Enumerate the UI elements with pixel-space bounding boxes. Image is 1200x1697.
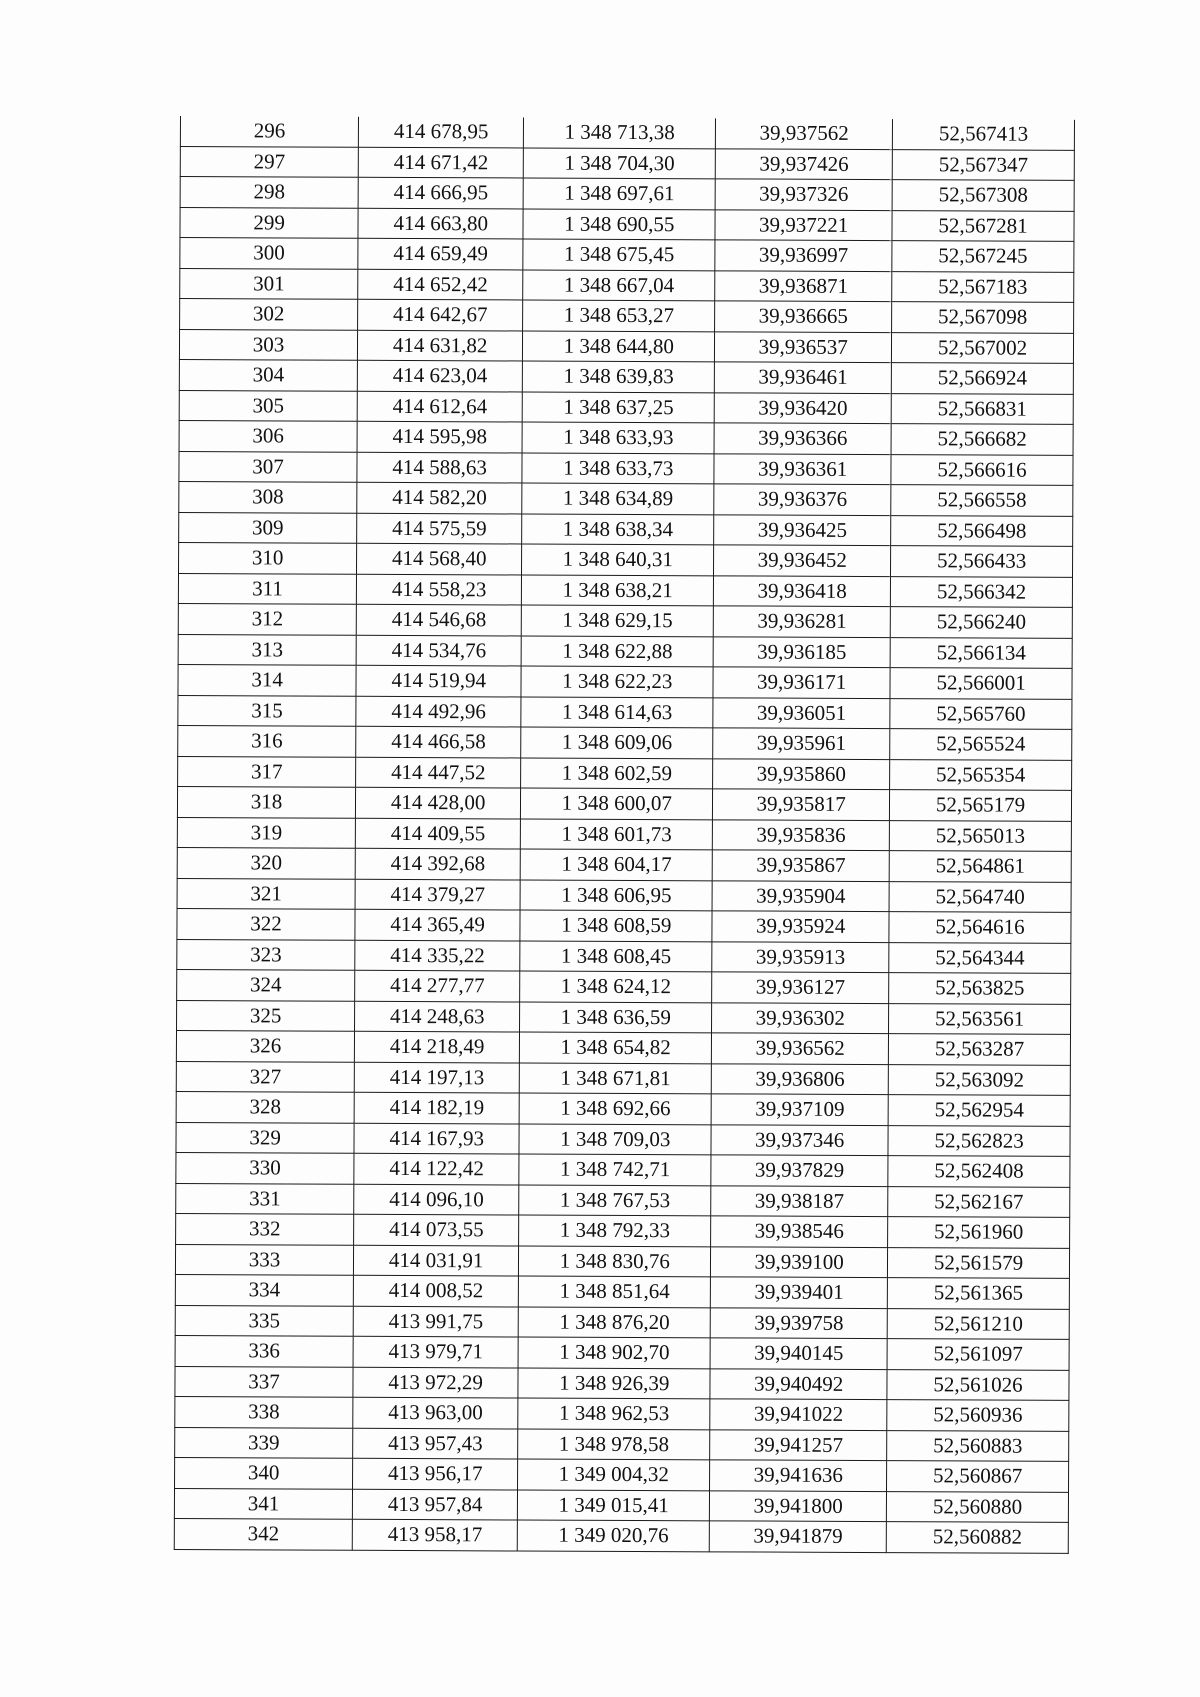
cell-x-coordinate: 414 197,13 [354, 1062, 519, 1093]
cell-y-coordinate: 1 348 600,07 [521, 788, 713, 819]
cell-x-coordinate: 414 182,19 [354, 1092, 519, 1123]
cell-x-coordinate: 413 979,71 [353, 1336, 518, 1367]
cell-x-coordinate: 414 248,63 [355, 1001, 520, 1032]
cell-point-number: 318 [177, 786, 355, 817]
cell-point-number: 342 [174, 1518, 352, 1549]
table-row [176, 1091, 1070, 1125]
cell-point-number: 315 [178, 695, 356, 726]
cell-longitude: 39,935836 [713, 819, 890, 850]
table-row [180, 146, 1074, 180]
cell-latitude: 52,560883 [887, 1430, 1069, 1461]
cell-longitude: 39,937221 [715, 209, 892, 240]
table-row [179, 390, 1073, 424]
cell-point-number: 299 [180, 207, 358, 238]
table-row [176, 1122, 1070, 1156]
cell-latitude: 52,567002 [892, 332, 1074, 363]
cell-y-coordinate: 1 348 978,58 [518, 1428, 710, 1459]
cell-y-coordinate: 1 348 644,80 [523, 330, 715, 361]
cell-latitude: 52,567347 [892, 149, 1074, 180]
cell-longitude: 39,939100 [711, 1246, 888, 1277]
cell-y-coordinate: 1 349 004,32 [518, 1459, 710, 1490]
table-row [177, 939, 1071, 973]
cell-latitude: 52,567308 [892, 180, 1074, 211]
cell-latitude: 52,562954 [888, 1095, 1070, 1126]
table-row [176, 1183, 1070, 1217]
cell-longitude: 39,939758 [710, 1307, 887, 1338]
cell-longitude: 39,936461 [715, 362, 892, 393]
cell-x-coordinate: 414 678,95 [359, 117, 524, 148]
cell-y-coordinate: 1 348 609,06 [521, 727, 713, 758]
table-row [178, 634, 1072, 668]
cell-y-coordinate: 1 349 015,41 [518, 1489, 710, 1520]
cell-y-coordinate: 1 348 767,53 [519, 1184, 711, 1215]
table-row [178, 664, 1072, 698]
cell-y-coordinate: 1 348 697,61 [523, 178, 715, 209]
cell-x-coordinate: 414 575,59 [357, 513, 522, 544]
cell-longitude: 39,941636 [710, 1460, 887, 1491]
table-row [179, 329, 1073, 363]
cell-y-coordinate: 1 348 675,45 [523, 239, 715, 270]
table-row [180, 268, 1074, 302]
table-row [180, 177, 1074, 211]
cell-latitude: 52,560867 [887, 1461, 1069, 1492]
cell-latitude: 52,563561 [889, 1003, 1071, 1034]
cell-x-coordinate: 414 073,55 [354, 1214, 519, 1245]
cell-x-coordinate: 414 365,49 [355, 909, 520, 940]
cell-x-coordinate: 414 466,58 [356, 726, 521, 757]
table-row [174, 1518, 1068, 1552]
cell-longitude: 39,935867 [712, 850, 889, 881]
cell-latitude: 52,566924 [891, 363, 1073, 394]
cell-y-coordinate: 1 348 622,88 [521, 635, 713, 666]
cell-longitude: 39,936418 [714, 575, 891, 606]
cell-y-coordinate: 1 348 602,59 [521, 757, 713, 788]
cell-longitude: 39,936361 [714, 453, 891, 484]
cell-x-coordinate: 414 447,52 [356, 757, 521, 788]
cell-point-number: 316 [178, 725, 356, 756]
cell-longitude: 39,938187 [711, 1185, 888, 1216]
cell-y-coordinate: 1 348 851,64 [519, 1276, 711, 1307]
cell-point-number: 298 [180, 177, 358, 208]
cell-latitude: 52,567183 [892, 271, 1074, 302]
cell-point-number: 302 [180, 299, 358, 330]
cell-latitude: 52,561210 [887, 1308, 1069, 1339]
cell-y-coordinate: 1 348 624,12 [520, 971, 712, 1002]
table-row [175, 1457, 1069, 1491]
cell-point-number: 297 [180, 146, 358, 177]
cell-point-number: 309 [179, 512, 357, 543]
cell-latitude: 52,560882 [886, 1522, 1068, 1553]
cell-x-coordinate: 414 008,52 [353, 1275, 518, 1306]
cell-y-coordinate: 1 348 671,81 [520, 1062, 712, 1093]
cell-y-coordinate: 1 348 876,20 [518, 1306, 710, 1337]
cell-point-number: 308 [179, 481, 357, 512]
cell-point-number: 330 [176, 1152, 354, 1183]
cell-x-coordinate: 414 096,10 [354, 1184, 519, 1215]
cell-point-number: 310 [179, 542, 357, 573]
cell-point-number: 319 [177, 817, 355, 848]
cell-longitude: 39,936171 [713, 667, 890, 698]
cell-latitude: 52,566342 [890, 576, 1072, 607]
cell-latitude: 52,565354 [890, 759, 1072, 790]
cell-longitude: 39,936051 [713, 697, 890, 728]
cell-point-number: 326 [176, 1030, 354, 1061]
table-row [180, 207, 1074, 241]
table-row [178, 756, 1072, 790]
cell-point-number: 301 [180, 268, 358, 299]
cell-latitude: 52,561579 [888, 1247, 1070, 1278]
table-row [175, 1396, 1069, 1430]
cell-point-number: 331 [176, 1183, 354, 1214]
cell-x-coordinate: 414 546,68 [356, 604, 521, 635]
cell-x-coordinate: 414 568,40 [357, 543, 522, 574]
table-row [177, 969, 1071, 1003]
cell-latitude: 52,563287 [888, 1034, 1070, 1065]
cell-point-number: 321 [177, 878, 355, 909]
cell-y-coordinate: 1 348 654,82 [520, 1032, 712, 1063]
cell-y-coordinate: 1 348 830,76 [519, 1245, 711, 1276]
cell-longitude: 39,935817 [713, 789, 890, 820]
table-row [177, 786, 1071, 820]
cell-latitude: 52,566001 [890, 668, 1072, 699]
cell-longitude: 39,935860 [713, 758, 890, 789]
cell-longitude: 39,940492 [710, 1368, 887, 1399]
cell-x-coordinate: 413 957,43 [353, 1428, 518, 1459]
cell-longitude: 39,936366 [714, 423, 891, 454]
cell-longitude: 39,939401 [711, 1277, 888, 1308]
cell-longitude: 39,936806 [711, 1063, 888, 1094]
table-row [175, 1427, 1069, 1461]
cell-longitude: 39,941257 [710, 1429, 887, 1460]
cell-x-coordinate: 414 623,04 [357, 360, 522, 391]
cell-x-coordinate: 413 957,84 [353, 1489, 518, 1520]
table-row [178, 603, 1072, 637]
table-row [177, 908, 1071, 942]
cell-latitude: 52,562167 [888, 1186, 1070, 1217]
cell-x-coordinate: 414 519,94 [356, 665, 521, 696]
cell-longitude: 39,936452 [714, 545, 891, 576]
cell-point-number: 324 [177, 969, 355, 1000]
cell-longitude: 39,941022 [710, 1399, 887, 1430]
cell-longitude: 39,936302 [712, 1002, 889, 1033]
cell-x-coordinate: 414 409,55 [355, 818, 520, 849]
cell-y-coordinate: 1 348 638,34 [522, 513, 714, 544]
cell-latitude: 52,566558 [891, 485, 1073, 516]
cell-longitude: 39,936871 [715, 270, 892, 301]
cell-y-coordinate: 1 348 713,38 [524, 117, 716, 148]
cell-x-coordinate: 414 428,00 [356, 787, 521, 818]
cell-x-coordinate: 414 663,80 [358, 208, 523, 239]
table-row [179, 512, 1073, 546]
cell-x-coordinate: 414 218,49 [355, 1031, 520, 1062]
cell-x-coordinate: 414 588,63 [357, 452, 522, 483]
cell-x-coordinate: 414 595,98 [357, 421, 522, 452]
table-row [177, 847, 1071, 881]
table-row [177, 1000, 1071, 1034]
cell-longitude: 39,937426 [715, 148, 892, 179]
cell-y-coordinate: 1 348 704,30 [523, 147, 715, 178]
cell-y-coordinate: 1 348 637,25 [522, 391, 714, 422]
cell-x-coordinate: 414 122,42 [354, 1153, 519, 1184]
cell-x-coordinate: 414 652,42 [358, 269, 523, 300]
cell-y-coordinate: 1 348 902,70 [518, 1337, 710, 1368]
cell-latitude: 52,566433 [891, 546, 1073, 577]
cell-latitude: 52,560936 [887, 1400, 1069, 1431]
cell-point-number: 341 [174, 1488, 352, 1519]
cell-y-coordinate: 1 348 622,23 [521, 666, 713, 697]
cell-y-coordinate: 1 348 690,55 [523, 208, 715, 239]
table-row [178, 695, 1072, 729]
table-row [176, 1061, 1070, 1095]
cell-longitude: 39,938546 [711, 1216, 888, 1247]
cell-x-coordinate: 414 631,82 [358, 330, 523, 361]
table-row [179, 359, 1073, 393]
cell-y-coordinate: 1 348 606,95 [520, 879, 712, 910]
table-row [177, 878, 1071, 912]
cell-longitude: 39,937109 [711, 1094, 888, 1125]
cell-longitude: 39,936537 [715, 331, 892, 362]
cell-point-number: 339 [175, 1427, 353, 1458]
cell-longitude: 39,935913 [712, 941, 889, 972]
cell-x-coordinate: 414 031,91 [354, 1245, 519, 1276]
cell-latitude: 52,561960 [888, 1217, 1070, 1248]
cell-y-coordinate: 1 348 792,33 [519, 1215, 711, 1246]
cell-y-coordinate: 1 348 633,93 [522, 422, 714, 453]
cell-latitude: 52,563825 [889, 973, 1071, 1004]
cell-latitude: 52,567098 [892, 302, 1074, 333]
cell-x-coordinate: 414 392,68 [355, 848, 520, 879]
cell-point-number: 296 [180, 116, 358, 147]
cell-latitude: 52,564740 [889, 881, 1071, 912]
cell-longitude: 39,936127 [712, 972, 889, 1003]
cell-point-number: 325 [177, 1000, 355, 1031]
cell-x-coordinate: 414 167,93 [354, 1123, 519, 1154]
cell-point-number: 313 [178, 634, 356, 665]
cell-latitude: 52,565013 [889, 820, 1071, 851]
table-row [180, 238, 1074, 272]
cell-longitude: 39,936185 [713, 636, 890, 667]
cell-x-coordinate: 413 972,29 [353, 1367, 518, 1398]
table-row [178, 573, 1072, 607]
cell-x-coordinate: 414 666,95 [358, 177, 523, 208]
cell-latitude: 52,567281 [892, 210, 1074, 241]
cell-longitude: 39,936425 [714, 514, 891, 545]
cell-latitude: 52,564344 [889, 942, 1071, 973]
cell-x-coordinate: 414 659,49 [358, 238, 523, 269]
cell-longitude: 39,937326 [715, 179, 892, 210]
cell-x-coordinate: 413 963,00 [353, 1397, 518, 1428]
cell-longitude: 39,936997 [715, 240, 892, 271]
cell-point-number: 327 [176, 1061, 354, 1092]
cell-x-coordinate: 414 671,42 [358, 147, 523, 178]
cell-point-number: 332 [176, 1213, 354, 1244]
cell-latitude: 52,567413 [892, 119, 1074, 150]
table-row [175, 1366, 1069, 1400]
cell-x-coordinate: 413 958,17 [352, 1519, 517, 1550]
cell-latitude: 52,565524 [890, 729, 1072, 760]
cell-longitude: 39,935961 [713, 728, 890, 759]
cell-latitude: 52,562408 [888, 1156, 1070, 1187]
cell-x-coordinate: 413 956,17 [353, 1458, 518, 1489]
cell-x-coordinate: 414 582,20 [357, 482, 522, 513]
cell-latitude: 52,567245 [892, 241, 1074, 272]
table-row [175, 1335, 1069, 1369]
cell-latitude: 52,561026 [887, 1369, 1069, 1400]
cell-y-coordinate: 1 348 962,53 [518, 1398, 710, 1429]
cell-longitude: 39,937562 [716, 118, 893, 149]
cell-longitude: 39,935904 [712, 880, 889, 911]
cell-y-coordinate: 1 348 640,31 [522, 544, 714, 575]
cell-longitude: 39,936420 [714, 392, 891, 423]
table-row [174, 1488, 1068, 1522]
cell-y-coordinate: 1 348 629,15 [522, 605, 714, 636]
cell-y-coordinate: 1 348 636,59 [520, 1001, 712, 1032]
table-row [176, 1030, 1070, 1064]
cell-point-number: 335 [175, 1305, 353, 1336]
cell-y-coordinate: 1 348 926,39 [518, 1367, 710, 1398]
cell-y-coordinate: 1 349 020,76 [518, 1520, 710, 1551]
cell-point-number: 323 [177, 939, 355, 970]
cell-latitude: 52,563092 [888, 1064, 1070, 1095]
cell-latitude: 52,561365 [887, 1278, 1069, 1309]
cell-x-coordinate: 414 379,27 [355, 879, 520, 910]
cell-y-coordinate: 1 348 667,04 [523, 269, 715, 300]
cell-longitude: 39,936376 [714, 484, 891, 515]
cell-latitude: 52,562823 [888, 1125, 1070, 1156]
cell-y-coordinate: 1 348 604,17 [520, 849, 712, 880]
cell-longitude: 39,940145 [710, 1338, 887, 1369]
cell-x-coordinate: 414 492,96 [356, 696, 521, 727]
cell-x-coordinate: 414 558,23 [357, 574, 522, 605]
cell-x-coordinate: 414 277,77 [355, 970, 520, 1001]
cell-y-coordinate: 1 348 608,59 [520, 910, 712, 941]
cell-latitude: 52,560880 [886, 1491, 1068, 1522]
cell-point-number: 329 [176, 1122, 354, 1153]
cell-point-number: 314 [178, 664, 356, 695]
cell-y-coordinate: 1 348 633,73 [522, 452, 714, 483]
cell-latitude: 52,566831 [891, 393, 1073, 424]
cell-latitude: 52,566498 [891, 515, 1073, 546]
table-row [175, 1305, 1069, 1339]
cell-y-coordinate: 1 348 608,45 [520, 940, 712, 971]
cell-latitude: 52,565179 [890, 790, 1072, 821]
cell-point-number: 328 [176, 1091, 354, 1122]
cell-y-coordinate: 1 348 742,71 [519, 1154, 711, 1185]
cell-y-coordinate: 1 348 692,66 [519, 1093, 711, 1124]
table-row [179, 481, 1073, 515]
cell-x-coordinate: 414 642,67 [358, 299, 523, 330]
table-row [177, 817, 1071, 851]
cell-longitude: 39,941800 [710, 1490, 887, 1521]
cell-x-coordinate: 414 534,76 [356, 635, 521, 666]
cell-latitude: 52,566240 [890, 607, 1072, 638]
cell-x-coordinate: 413 991,75 [353, 1306, 518, 1337]
cell-point-number: 322 [177, 908, 355, 939]
table-row [176, 1213, 1070, 1247]
cell-longitude: 39,937829 [711, 1155, 888, 1186]
cell-longitude: 39,937346 [711, 1124, 888, 1155]
cell-point-number: 305 [179, 390, 357, 421]
cell-latitude: 52,565760 [890, 698, 1072, 729]
cell-point-number: 333 [175, 1244, 353, 1275]
cell-point-number: 336 [175, 1335, 353, 1366]
table-row [179, 451, 1073, 485]
cell-point-number: 340 [175, 1457, 353, 1488]
cell-point-number: 307 [179, 451, 357, 482]
cell-y-coordinate: 1 348 634,89 [522, 483, 714, 514]
cell-latitude: 52,564616 [889, 912, 1071, 943]
cell-point-number: 338 [175, 1396, 353, 1427]
table-row [179, 542, 1073, 576]
cell-latitude: 52,566682 [891, 424, 1073, 455]
cell-y-coordinate: 1 348 638,21 [522, 574, 714, 605]
table-row [180, 299, 1074, 333]
cell-point-number: 300 [180, 238, 358, 269]
cell-y-coordinate: 1 348 614,63 [521, 696, 713, 727]
table-row [176, 1152, 1070, 1186]
cell-point-number: 304 [179, 359, 357, 390]
cell-point-number: 312 [178, 603, 356, 634]
cell-longitude: 39,936665 [715, 301, 892, 332]
cell-y-coordinate: 1 348 639,83 [523, 361, 715, 392]
cell-point-number: 317 [178, 756, 356, 787]
coordinates-table [174, 116, 1075, 1553]
table-row [178, 725, 1072, 759]
cell-y-coordinate: 1 348 653,27 [523, 300, 715, 331]
cell-latitude: 52,566134 [890, 637, 1072, 668]
cell-point-number: 303 [179, 329, 357, 360]
cell-x-coordinate: 414 335,22 [355, 940, 520, 971]
cell-longitude: 39,941879 [709, 1521, 886, 1552]
cell-longitude: 39,935924 [712, 911, 889, 942]
cell-longitude: 39,936281 [713, 606, 890, 637]
cell-point-number: 337 [175, 1366, 353, 1397]
cell-point-number: 320 [177, 847, 355, 878]
cell-latitude: 52,566616 [891, 454, 1073, 485]
cell-point-number: 334 [175, 1274, 353, 1305]
cell-latitude: 52,561097 [887, 1339, 1069, 1370]
coordinates-table-body [174, 116, 1074, 1553]
cell-latitude: 52,564861 [889, 851, 1071, 882]
table-row [179, 420, 1073, 454]
cell-y-coordinate: 1 348 709,03 [519, 1123, 711, 1154]
table-row [180, 116, 1074, 150]
table-row [175, 1244, 1069, 1278]
cell-x-coordinate: 414 612,64 [357, 391, 522, 422]
cell-point-number: 306 [179, 420, 357, 451]
cell-point-number: 311 [178, 573, 356, 604]
cell-longitude: 39,936562 [712, 1033, 889, 1064]
cell-y-coordinate: 1 348 601,73 [521, 818, 713, 849]
table-row [175, 1274, 1069, 1308]
